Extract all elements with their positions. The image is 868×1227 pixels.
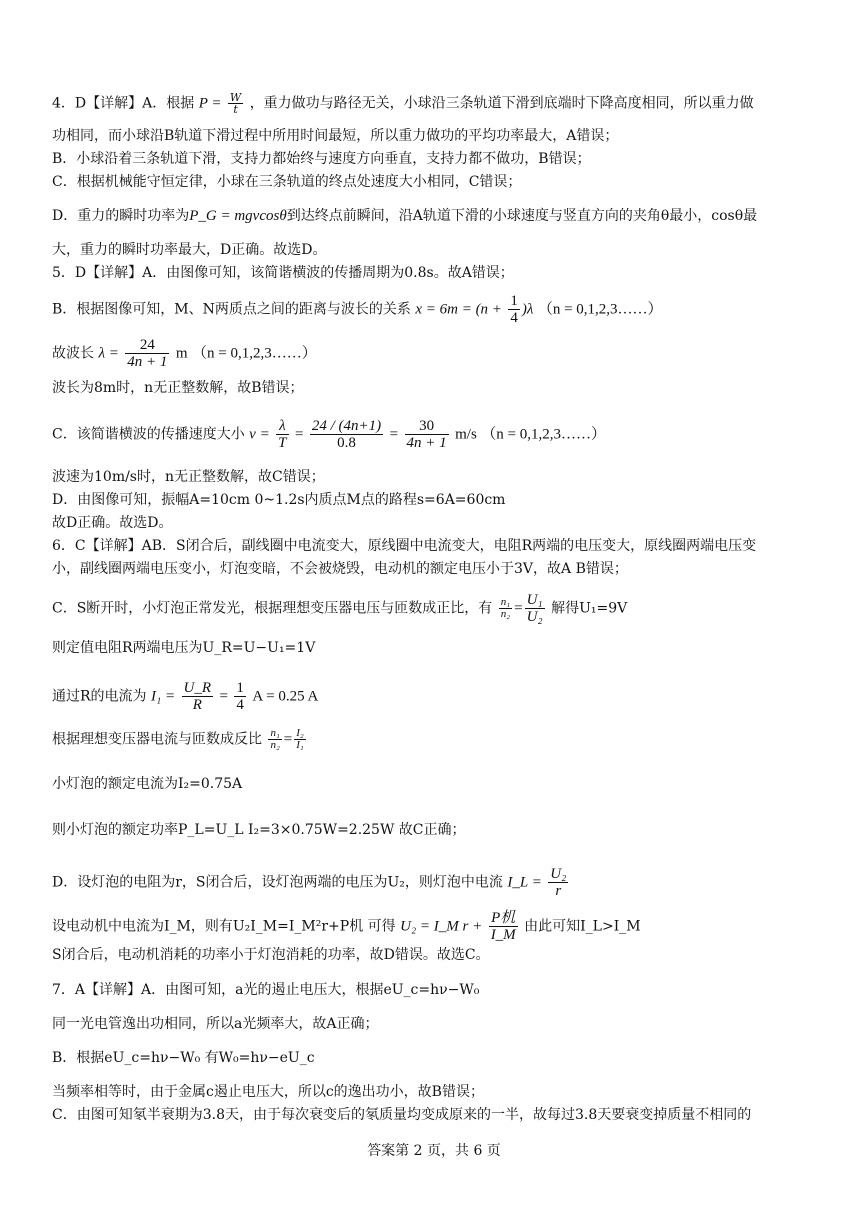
line: 故D正确。故选D。 (52, 515, 173, 531)
line: C．S断开时，小灯泡正常发光，根据理想变压器电压与匝数成正比，有 $\frac{\text{n₁}}{\text{n₂}}$ = $\frac{\text{U₁}}{\text{U₂}}$ 解得U₁=9V (52, 592, 628, 625)
line: D．由图像可知，振幅A=10cm 0~1.2s内质点M点的路程s=6A=60cm (52, 492, 506, 508)
fraction: $\frac{\text{U₁}}{\text{U₂}}$ (526, 592, 543, 625)
line: 同一光电管逸出功相同，所以a光频率大，故A正确； (52, 1016, 379, 1032)
line (52, 92, 754, 115)
fraction: $\frac{\text{n₁}}{\text{n₂}}$ (270, 727, 280, 751)
line: 当频率相等时，由于金属c遏止电压大，所以c的逸出功小，故B错误； (52, 1084, 484, 1100)
fraction: $\frac{1}{4}$ (510, 293, 518, 326)
fraction: $\frac{\text{I₂}}{\text{I₁}}$ (296, 727, 304, 751)
fraction: $\frac{\lambda}{T}$ (278, 418, 287, 451)
line: 故波长 λ = $\frac{24}{4n + 1}$ m （n = 0,1,2,3……） (52, 337, 317, 370)
line: B．小球沿着三条轨道下滑，支持力都始终与速度方向垂直，支持力都不做功，B错误； (52, 151, 591, 167)
formula: P_G = mgvcosθ (189, 208, 287, 224)
line: 通过R的电流为 I₁ = $\frac{U\_R}{R}$ = $\frac{1}{4}$ A = 0.25 A (52, 680, 319, 713)
line: D．重力的瞬时功率为P_G = mgvcosθ到达终点前瞬间，沿A轨道下滑的小球速度与竖直方向的夹角θ最小，cosθ最 (52, 208, 758, 224)
line: B．根据eU_c=hν−W₀ 有W₀=hν−eU_c (52, 1050, 315, 1066)
fraction: $\frac{\text{P机}}{I\_M}$ (490, 910, 516, 943)
line: B．根据图像可知，M、N两质点之间的距离与波长的关系 x = 6m = (n + $\frac{1}{4}$ )λ （n = 0,1,2,3……） (52, 293, 663, 326)
line: 大，重力的瞬时功率最大，D正确。故选D。 (52, 242, 327, 258)
line: 则定值电阻R两端电压为U_R=U−U₁=1V (52, 640, 316, 656)
fraction: $\frac{30}{4n + 1}$ (406, 418, 447, 451)
fraction: $\frac{W}{t}$ (229, 91, 242, 116)
fraction: $\frac{U\_R}{R}$ (183, 680, 212, 713)
line: 波长为8m时，n无正整数解，故B错误； (52, 380, 304, 396)
page-footer: 答案第 2 页，共 6 页 (367, 1143, 501, 1159)
fraction: $\frac{\text{n₁}}{\text{n₂}}$ (500, 596, 511, 620)
line: 小，副线圈两端电压变小，灯泡变暗，不会被烧毁，电动机的额定电压小于3V，故A B错误； (52, 561, 628, 577)
line: C．由图可知氡半衰期为3.8天，由于每次衰变后的氡质量均变成原来的一半，故每过3.8天要衰变掉质量不相同的 (52, 1107, 752, 1123)
line: 根据理想变压器电流与匝数成反比 $\frac{\text{n₁}}{\text{n₂}}$ = $\frac{\text{I₂}}{\text{I₁}}$ (52, 727, 304, 751)
line: 6．C【详解】AB．S闭合后，副线圈中电流变大，原线圈中电流变大，电阻R两端的电压变大，原线圈两端电压变 (52, 538, 757, 554)
fraction: $\frac{\text{U₂}}{r}$ (550, 866, 567, 899)
line: 设电动机中电流为I_M，则有U₂I_M=I_M²r+P机 可得 U₂ = I_M r + $\frac{\text{P机}}{I\_M}$ 由此可知I_L>I_M (52, 910, 641, 943)
line: 小灯泡的额定电流为I₂=0.75A (52, 776, 243, 792)
fraction: $\frac{24}{4n + 1}$ (127, 337, 168, 370)
text: ，重力做功与路径无关，小球沿三条轨道下滑到底端时下降高度相同，所以重力做 (249, 95, 754, 112)
line: 功相同，而小球沿B轨道下滑过程中所用时间最短，所以重力做功的平均功率最大，A错误； (52, 128, 619, 144)
line: D．设灯泡的电阻为r，S闭合后，设灯泡两端的电压为U₂，则灯泡中电流 I_L = $\frac{\text{U₂}}{r}$ (52, 866, 567, 899)
text: 4．D【详解】A．根据 (52, 95, 195, 112)
formula: P = (198, 95, 222, 112)
line: C．该简谐横波的传播速度大小 v = $\frac{\lambda}{T}$ = $\frac{24 / (4n+1)}{0.8}$ = $\frac{30}{4n + 1}$ m/s （n = 0,1,2,3……） (52, 418, 606, 451)
line: 波速为10m/s时，n无正整数解，故C错误； (52, 469, 325, 485)
line: S闭合后，电动机消耗的功率小于灯泡消耗的功率，故D错误。故选C。 (52, 947, 490, 963)
line: 7．A【详解】A．由图可知，a光的遏止电压大，根据eU_c=hν−W₀ (52, 982, 480, 998)
fraction: $\frac{24 / (4n+1)}{0.8}$ (311, 418, 382, 451)
line: C．根据机械能守恒定律，小球在三条轨道的终点处速度大小相同，C错误； (52, 174, 522, 190)
line: 则小灯泡的额定功率P_L=U_L I₂=3×0.75W=2.25W 故C正确； (52, 822, 466, 838)
fraction: $\frac{1}{4}$ (236, 680, 244, 713)
line: 5．D【详解】A．由图像可知，该简谐横波的传播周期为0.8s。故A错误； (52, 265, 514, 281)
